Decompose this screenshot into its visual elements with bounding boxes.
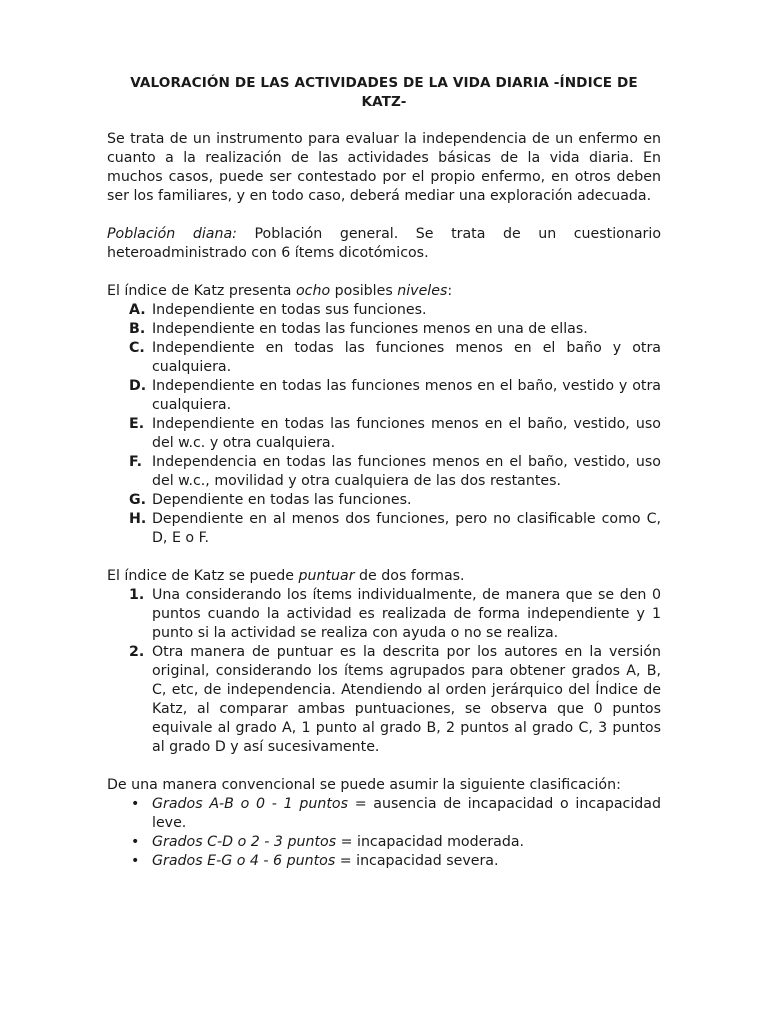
list-marker: A. — [129, 302, 146, 318]
document-page — [107, 74, 661, 890]
list-item-text: Independiente en todas las funciones menos en una de ellas. — [152, 321, 588, 337]
list-marker: C. — [129, 340, 145, 356]
classification-grade: Grados E-G o 4 - 6 puntos — [152, 853, 336, 869]
list-item — [107, 510, 661, 548]
list-marker: H. — [129, 511, 147, 527]
list-item — [107, 643, 661, 757]
list-item — [107, 301, 661, 320]
levels-lead — [107, 282, 661, 301]
levels-lead-em-niveles: niveles — [397, 283, 448, 299]
scoring-lead-text-2: de dos formas. — [354, 568, 465, 584]
classification-text: = incapacidad moderada. — [336, 834, 525, 850]
list-item — [107, 415, 661, 453]
classification-lead: De una manera convencional se puede asumir la siguiente clasificación: — [107, 777, 621, 793]
list-marker: F. — [129, 454, 142, 470]
levels-lead-text-2: posibles — [330, 283, 398, 299]
bullet-icon: • — [131, 796, 140, 812]
list-marker: D. — [129, 378, 147, 394]
population-text: Población general. Se trata de un cuestionario heteroadministrado con 6 ítems dicotómicos. — [107, 226, 661, 261]
levels-lead-em-ocho: ocho — [295, 283, 331, 299]
intro-paragraph: Se trata de un instrumento para evaluar la independencia de un enfermo en cuanto a la realización de las actividades básicas de la vida diaria. En muchos casos, puede ser contestado por el propio enfermo, en otros deben ser los familiares, y en todo caso, deberá mediar una exploración adecuada. — [107, 131, 661, 204]
list-item — [107, 586, 661, 643]
bullet-icon: • — [131, 853, 140, 869]
list-item — [107, 833, 661, 852]
classification-text: = ausencia de incapacidad o incapacidad leve. — [152, 796, 661, 831]
list-marker: 2. — [129, 644, 145, 660]
list-item — [107, 377, 661, 415]
levels-lead-text: El índice de Katz presenta — [107, 283, 296, 299]
classification-grade: Grados A-B o 0 - 1 puntos — [152, 796, 348, 812]
list-item-text: Independiente en todas sus funciones. — [152, 302, 427, 318]
list-marker: 1. — [129, 587, 145, 603]
list-item — [107, 795, 661, 833]
levels-list — [107, 301, 661, 548]
scoring-lead — [107, 567, 661, 586]
classification-grade: Grados C-D o 2 - 3 puntos — [152, 834, 337, 850]
classification-list — [107, 795, 661, 871]
classification-text: = incapacidad severa. — [335, 853, 499, 869]
bullet-icon: • — [131, 834, 140, 850]
population-paragraph — [107, 225, 661, 263]
scoring-lead-em: puntuar — [298, 568, 355, 584]
list-item-text: Una considerando los ítems individualmente, de manera que se den 0 puntos cuando la actividad es realizada de forma independiente y 1 punto si la actividad se realiza con ayuda o no se realiza. — [152, 587, 661, 641]
list-marker: G. — [129, 492, 147, 508]
list-item — [107, 339, 661, 377]
document-title: VALORACIÓN DE LAS ACTIVIDADES DE LA VIDA DIARIA -ÍNDICE DE KATZ- — [130, 75, 638, 110]
list-item-text: Otra manera de puntuar es la descrita por los autores en la versión original, considerando los ítems agrupados para obtener grados A, B, C, etc, de independencia. Atendiendo al orden jerárquico del Índice de Katz, al comparar ambas puntuaciones, se observa que 0 puntos equivale al grado A, 1 punto al grado B, 2 puntos al grado C, 3 puntos al grado D y así sucesivamente. — [152, 644, 661, 755]
list-item-text: Independiente en todas las funciones menos en el baño, vestido, uso del w.c. y otra cualquiera. — [152, 416, 661, 451]
list-item — [107, 852, 661, 871]
list-item-text: Independiente en todas las funciones menos en el baño y otra cualquiera. — [152, 340, 661, 375]
list-item — [107, 320, 661, 339]
list-item-text: Dependiente en al menos dos funciones, pero no clasificable como C, D, E o F. — [152, 511, 661, 546]
population-label: Población diana: — [107, 226, 237, 242]
list-item-text: Independencia en todas las funciones menos en el baño, vestido, uso del w.c., movilidad y otra cualquiera de las dos restantes. — [152, 454, 661, 489]
list-marker: B. — [129, 321, 146, 337]
list-item — [107, 453, 661, 491]
list-item-text: Independiente en todas las funciones menos en el baño, vestido y otra cualquiera. — [152, 378, 661, 413]
scoring-lead-text: El índice de Katz se puede — [107, 568, 299, 584]
list-marker: E. — [129, 416, 145, 432]
levels-lead-colon: : — [447, 283, 453, 299]
list-item — [107, 491, 661, 510]
scoring-list — [107, 586, 661, 757]
list-item-text: Dependiente en todas las funciones. — [152, 492, 412, 508]
